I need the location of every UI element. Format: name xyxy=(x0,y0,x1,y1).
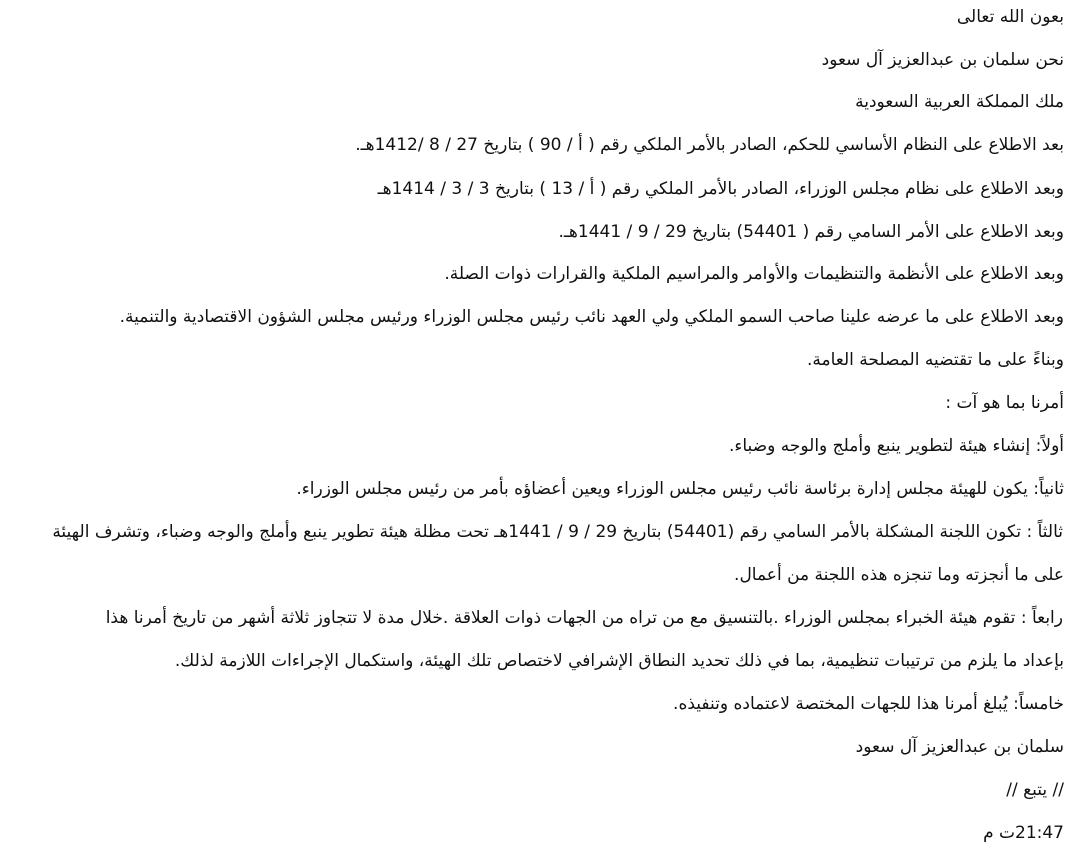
king-name-header: نحن سلمان بن عبدالعزيز آل سعود xyxy=(821,50,1064,70)
article-first: أولاً: إنشاء هيئة لتطوير ينبع وأملج والوجه وضباء. xyxy=(728,436,1064,456)
preamble-line-2: وبعد الاطلاع على نظام مجلس الوزراء، الصادر بالأمر الملكي رقم ( أ / 13 ) بتاريخ 3 / 3 / 1414هـ xyxy=(377,179,1064,199)
article-fourth-line-1: رابعاً : تقوم هيئة الخبراء بمجلس الوزراء .بالتنسيق مع من تراه من الجهات ذوات العلاقة .خلال مدة لا تتجاوز ثلاثة أشهر من تاريخ أمرنا هذا xyxy=(105,608,1063,628)
article-third-line-2: على ما أنجزته وما تنجزه هذه اللجنة من أعمال. xyxy=(734,565,1064,585)
signature-name: سلمان بن عبدالعزيز آل سعود xyxy=(855,737,1064,757)
order-intro: أمرنا بما هو آت : xyxy=(945,393,1064,413)
opening-invocation: بعون الله تعالى xyxy=(956,7,1064,27)
preamble-line-5: وبعد الاطلاع على ما عرضه علينا صاحب السمو الملكي ولي العهد نائب رئيس مجلس الوزراء ورئيس مجلس الشؤون الاقتصادية والتنمية. xyxy=(119,307,1064,327)
article-third-line-1: ثالثاً : تكون اللجنة المشكلة بالأمر السامي رقم (54401) بتاريخ 29 / 9 / 1441هـ تحت مظلة هيئة تطوير ينبع وأملج والوجه وضباء، وتشرف الهيئة xyxy=(52,522,1063,542)
article-fifth: خامساً: يُبلغ أمرنا هذا للجهات المختصة لاعتماده وتنفيذه. xyxy=(673,694,1064,714)
article-second: ثانياً: يكون للهيئة مجلس إدارة برئاسة نائب رئيس مجلس الوزراء ويعين أعضاؤه بأمر من رئيس مجلس الوزراء. xyxy=(296,479,1064,499)
preamble-line-3: وبعد الاطلاع على الأمر السامي رقم ( 54401) بتاريخ 29 / 9 / 1441هـ. xyxy=(558,222,1064,242)
timestamp: 21:47ت م xyxy=(983,823,1064,843)
article-fourth-line-2: بإعداد ما يلزم من ترتيبات تنظيمية، بما في ذلك تحديد النطاق الإشرافي لاختصاص تلك الهيئة، واستكمال الإجراءات اللازمة لذلك. xyxy=(174,651,1064,671)
preamble-line-1: بعد الاطلاع على النظام الأساسي للحكم، الصادر بالأمر الملكي رقم ( أ / 90 ) بتاريخ 27 / 8 /1412هـ. xyxy=(355,135,1064,155)
king-title: ملك المملكة العربية السعودية xyxy=(855,92,1064,112)
continuation-note: // يتبع // xyxy=(1006,780,1064,800)
preamble-line-4: وبعد الاطلاع على الأنظمة والتنظيمات والأوامر والمراسيم الملكية والقرارات ذوات الصلة. xyxy=(444,264,1064,284)
preamble-line-6: وبناءً على ما تقتضيه المصلحة العامة. xyxy=(806,350,1064,370)
